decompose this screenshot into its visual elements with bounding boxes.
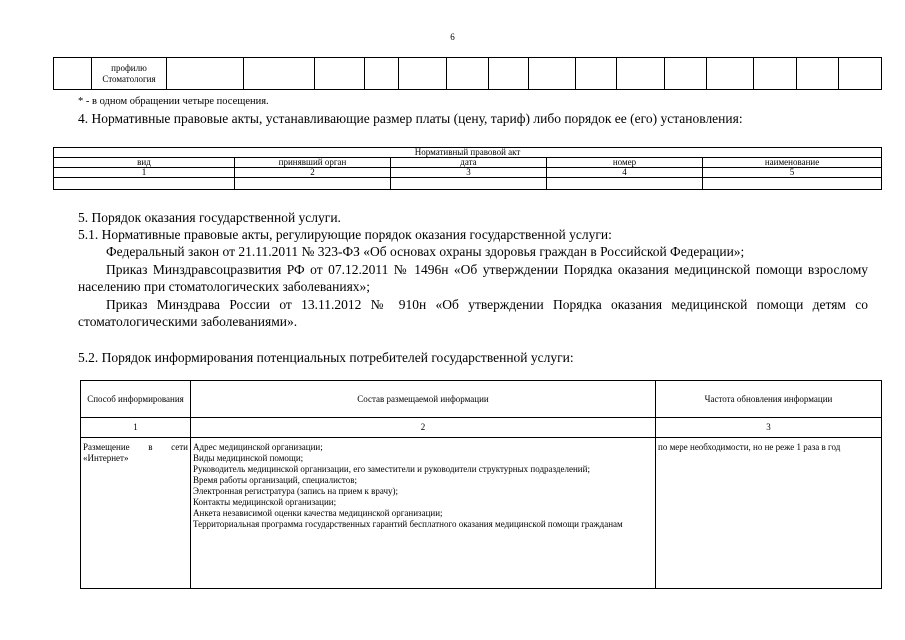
services-table-fragment <box>53 57 882 90</box>
profile-value: Стоматология <box>102 73 156 84</box>
table-cell <box>489 58 529 90</box>
column-number: 3 <box>656 418 882 438</box>
law-item: Приказ Минздравсоцразвития РФ от 07.12.2011 № 1496н «Об утверждении Порядка оказания медицинской помощи взрослому населению при стоматологических заболеваниях»; <box>78 262 868 294</box>
info-item: Анкета независимой оценки качества медицинской организации; <box>193 508 443 518</box>
table-cell <box>315 58 365 90</box>
table-cell <box>707 58 754 90</box>
service-profile-cell <box>92 58 167 90</box>
column-header: вид <box>54 158 235 168</box>
table-cell <box>617 58 665 90</box>
empty-cell <box>547 178 703 190</box>
column-number: 5 <box>703 168 882 178</box>
section-5-2-title: 5.2. Порядок информирования потенциальных потребителей государственной услуги: <box>78 350 574 365</box>
info-item: Электронная регистратура (запись на прием к врачу); <box>193 486 399 496</box>
table-cell <box>399 58 447 90</box>
table-cell <box>529 58 576 90</box>
law-item: Федеральный закон от 21.11.2011 № 323-ФЗ «Об основах охраны здоровья граждан в Российской Федерации»; <box>106 244 745 259</box>
info-item: Территориальная программа государственных гарантий бесплатного оказания медицинской помощи гражданам <box>193 519 623 529</box>
info-item: Контакты медицинской организации; <box>193 497 337 507</box>
info-item: Руководитель медицинской организации, его заместители и руководители структурных подразделений; <box>193 464 590 474</box>
section-4-title: 4. Нормативные правовые акты, устанавливающие размер платы (цену, тариф) либо порядок ее (его) установления: <box>78 111 743 126</box>
table-cell <box>797 58 839 90</box>
column-number: 1 <box>81 418 191 438</box>
page-number: 6 <box>450 32 455 42</box>
column-number: 3 <box>391 168 547 178</box>
update-frequency: по мере необходимости, но не реже 1 раза в год <box>656 438 882 589</box>
table-cell <box>754 58 797 90</box>
empty-cell <box>235 178 391 190</box>
column-header: Состав размещаемой информации <box>191 381 656 418</box>
footnote: * - в одном обращении четыре посещения. <box>78 96 269 107</box>
column-number: 2 <box>191 418 656 438</box>
column-header: дата <box>391 158 547 168</box>
section-5-title: 5. Порядок оказания государственной услуги. <box>78 210 341 225</box>
column-header: Способ информирования <box>81 381 191 418</box>
table-cell <box>54 58 92 90</box>
empty-cell <box>54 178 235 190</box>
section-5-1-title: 5.1. Нормативные правовые акты, регулирующие порядок оказания государственной услуги: <box>78 227 612 242</box>
column-number: 2 <box>235 168 391 178</box>
information-contents <box>191 438 656 589</box>
column-number: 1 <box>54 168 235 178</box>
table-group-header: Нормативный правовой акт <box>54 148 882 158</box>
table-cell <box>665 58 707 90</box>
info-item: Адрес медицинской организации; <box>193 442 323 452</box>
column-header: номер <box>547 158 703 168</box>
profile-label: профилю <box>111 62 147 73</box>
info-item: Виды медицинской помощи; <box>193 453 304 463</box>
empty-cell <box>391 178 547 190</box>
column-header: принявший орган <box>235 158 391 168</box>
column-number: 4 <box>547 168 703 178</box>
info-item: Время работы организаций, специалистов; <box>193 475 357 485</box>
table-cell <box>167 58 244 90</box>
table-cell <box>365 58 399 90</box>
normative-acts-table <box>53 147 882 190</box>
column-header: Частота обновления информации <box>656 381 882 418</box>
information-method: Размещение в сети «Интернет» <box>81 438 191 589</box>
table-cell <box>447 58 489 90</box>
law-item: Приказ Минздрава России от 13.11.2012 № 910н «Об утверждении Порядка оказания медицинской помощи детям со стоматологическими заболеваниями». <box>78 297 868 329</box>
table-cell <box>839 58 882 90</box>
table-cell <box>244 58 315 90</box>
information-methods-table <box>80 380 882 589</box>
column-header: наименование <box>703 158 882 168</box>
table-cell <box>576 58 617 90</box>
empty-cell <box>703 178 882 190</box>
